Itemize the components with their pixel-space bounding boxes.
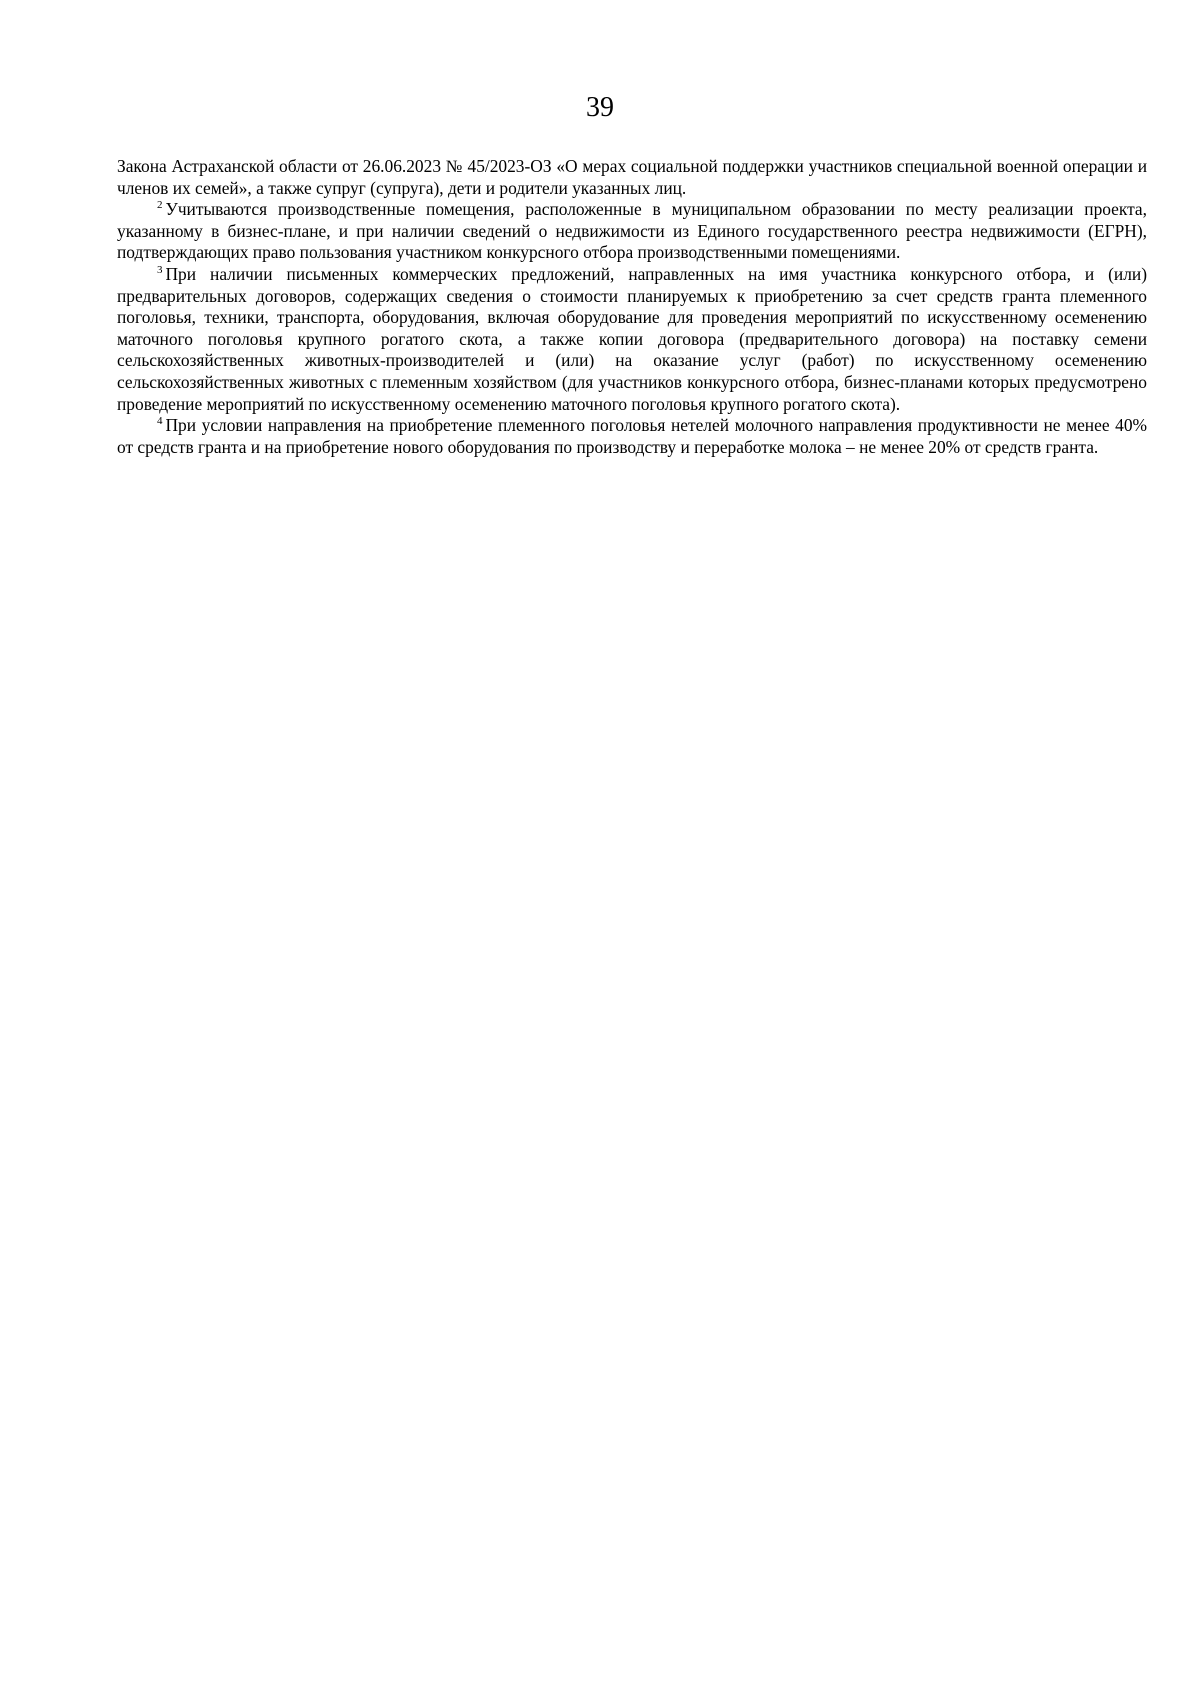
- footnote-mark: 3: [157, 264, 163, 277]
- footnote-text: При условии направления на приобретение племенного поголовья нетелей молочного направления продуктивности не менее 40% от средств гранта и на приобретение нового оборудования по производству и переработке молока – не менее 20% от средств гранта.: [117, 415, 1147, 457]
- footnotes: [117, 156, 1147, 458]
- footnote-4: [117, 415, 1147, 458]
- page-number: 39: [586, 92, 614, 123]
- footnote-text: При наличии письменных коммерческих предложений, направленных на имя участника конкурсного отбора, и (или) предварительных договоров, содержащих сведения о стоимости планируемых к приобретению за счет средств гранта племенного поголовья, техники, транспорта, оборудования, включая оборудование для проведения мероприятий по искусственному осеменению маточного поголовья крупного рогатого скота, а также копии договора (предварительного договора) на поставку семени сельскохозяйственных животных-производителей и (или) на оказание услуг (работ) по искусственному осеменению сельскохозяйственных животных с племенным хозяйством (для участников конкурсного отбора, бизнес-планами которых предусмотрено проведение мероприятий по искусственному осеменению маточного поголовья крупного рогатого скота).: [117, 263, 1147, 414]
- footnote-mark: 4: [157, 415, 163, 428]
- footnote-text: Учитываются производственные помещения, расположенные в муниципальном образовании по месту реализации проекта, указанному в бизнес-плане, и при наличии сведений о недвижимости из Единого государственного реестра недвижимости (ЕГРН), подтверждающих право пользования участником конкурсного отбора производственными помещениями.: [117, 199, 1147, 263]
- footnote-text: Закона Астраханской области от 26.06.2023 № 45/2023-ОЗ «О мерах социальной поддержки участников специальной военной операции и членов их семей», а также супруг (супруга), дети и родители указанных лиц.: [117, 156, 1147, 198]
- footnote-3: [117, 264, 1147, 415]
- footnote-2: [117, 199, 1147, 264]
- footnote-mark: 2: [157, 199, 163, 212]
- footnote-continuation: [117, 156, 1147, 199]
